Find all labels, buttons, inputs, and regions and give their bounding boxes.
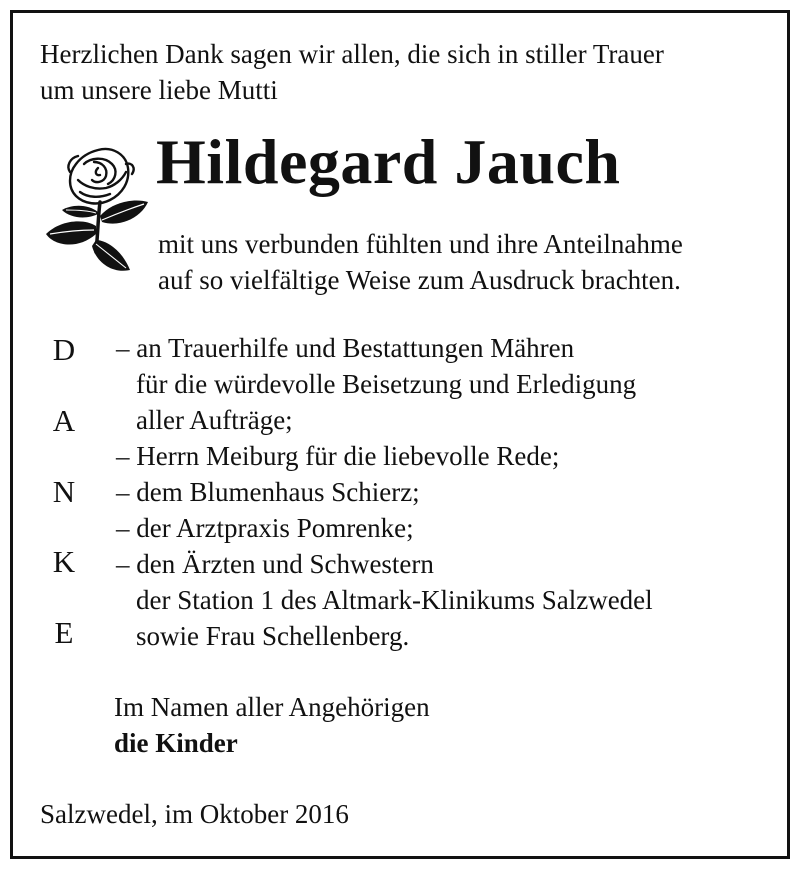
deceased-name: Hildegard Jauch: [156, 126, 621, 197]
thanks-line: aller Aufträge;: [136, 405, 293, 435]
thanks-line: – Herrn Meiburg für die liebevolle Rede;: [116, 441, 560, 471]
signature-line-2: die Kinder: [114, 728, 238, 758]
thanks-line: – den Ärzten und Schwestern: [116, 549, 434, 579]
thanks-line: – dem Blumenhaus Schierz;: [116, 477, 420, 507]
thanks-line: sowie Frau Schellenberg.: [136, 621, 410, 651]
danke-letter-a: A: [52, 403, 76, 438]
danke-letter-n: N: [52, 474, 76, 509]
thanks-line: – der Arztpraxis Pomrenke;: [116, 513, 414, 543]
danke-letter-e: E: [54, 615, 74, 650]
rose-icon: [40, 142, 152, 276]
danke-letter-k: K: [52, 544, 76, 579]
middle-line-1: mit uns verbunden fühlten und ihre Anteilnahme: [158, 229, 683, 259]
thanks-line: – an Trauerhilfe und Bestattungen Mähren: [116, 333, 575, 363]
middle-line-2: auf so vielfältige Weise zum Ausdruck brachten.: [158, 265, 681, 295]
danke-letter-d: D: [52, 332, 76, 367]
thanks-line: für die würdevolle Beisetzung und Erledigung: [136, 369, 637, 399]
intro-line-1: Herzlichen Dank sagen wir allen, die sich in stiller Trauer: [40, 39, 664, 69]
intro-line-2: um unsere liebe Mutti: [40, 75, 278, 105]
signature-line-1: Im Namen aller Angehörigen: [114, 692, 430, 722]
place-date: Salzwedel, im Oktober 2016: [40, 799, 349, 829]
thanks-line: der Station 1 des Altmark-Klinikums Salzwedel: [136, 585, 653, 615]
